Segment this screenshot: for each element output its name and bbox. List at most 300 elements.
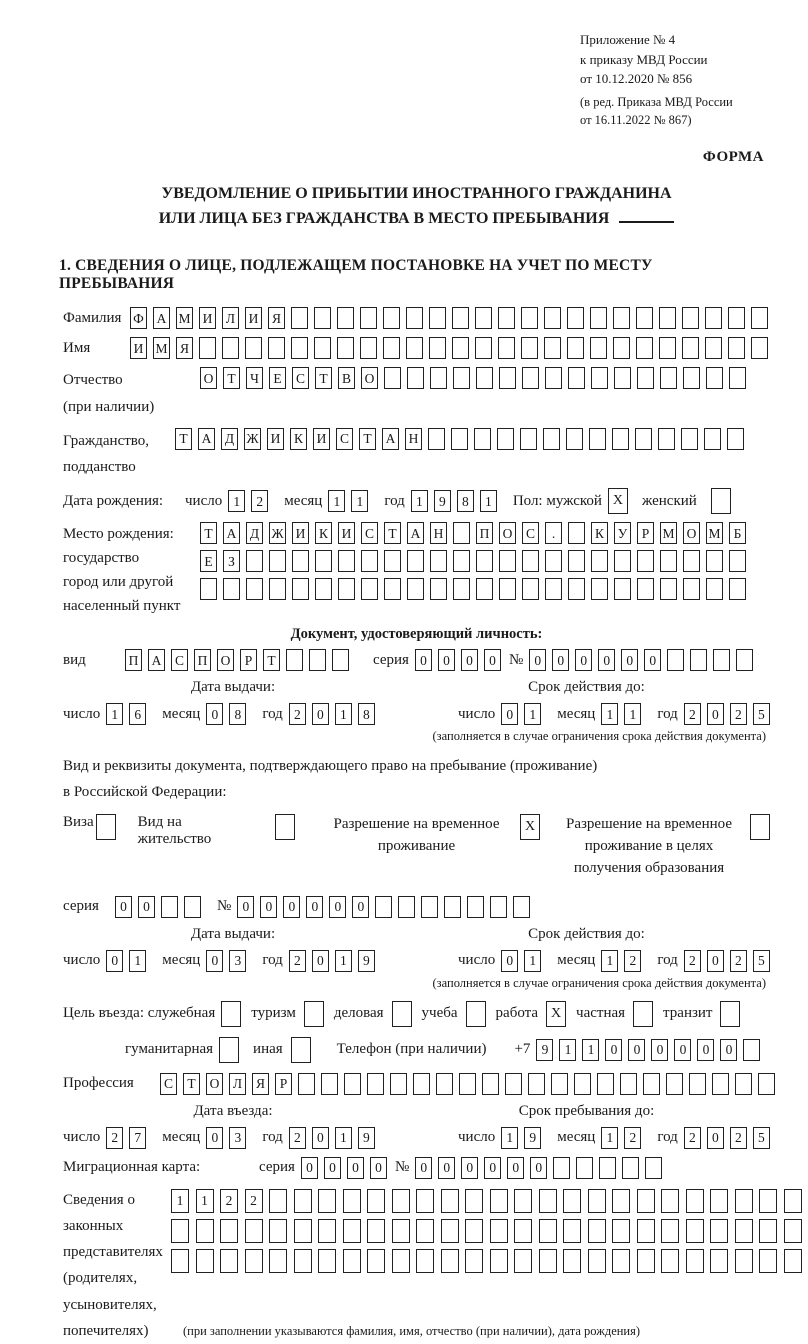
char-cell[interactable]: 0 — [621, 649, 638, 671]
char-cell[interactable] — [269, 1219, 287, 1243]
char-cell[interactable]: 2 — [289, 703, 306, 725]
char-cell[interactable]: 8 — [358, 703, 375, 725]
char-cell[interactable] — [315, 578, 332, 600]
char-cell[interactable]: 8 — [229, 703, 246, 725]
char-cell[interactable] — [563, 1249, 581, 1273]
char-cell[interactable]: О — [206, 1073, 223, 1095]
char-cell[interactable] — [563, 1219, 581, 1243]
char-cell[interactable]: 1 — [171, 1189, 189, 1213]
char-cell[interactable]: Д — [246, 522, 263, 544]
char-cell[interactable] — [545, 550, 562, 572]
char-cell[interactable] — [499, 578, 516, 600]
char-cell[interactable]: 0 — [697, 1039, 714, 1061]
char-cell[interactable] — [338, 578, 355, 600]
char-cell[interactable] — [476, 550, 493, 572]
char-cell[interactable]: И — [292, 522, 309, 544]
char-cell[interactable] — [416, 1219, 434, 1243]
char-cell[interactable]: Е — [200, 550, 217, 572]
char-cell[interactable]: В — [338, 367, 355, 389]
char-cell[interactable] — [428, 428, 445, 450]
char-cell[interactable] — [706, 550, 723, 572]
char-cell[interactable] — [360, 307, 377, 329]
char-cell[interactable] — [784, 1249, 802, 1273]
char-cell[interactable] — [321, 1073, 338, 1095]
char-cell[interactable] — [705, 307, 722, 329]
char-cell[interactable]: 0 — [644, 649, 661, 671]
char-cell[interactable] — [612, 1189, 630, 1213]
char-cell[interactable]: 1 — [129, 950, 146, 972]
char-cell[interactable] — [686, 1249, 704, 1273]
char-cell[interactable]: 0 — [115, 896, 132, 918]
char-cell[interactable]: 0 — [312, 950, 329, 972]
char-cell[interactable] — [727, 428, 744, 450]
temp-residence-edu-checkbox[interactable] — [750, 814, 770, 840]
char-cell[interactable] — [690, 649, 707, 671]
char-cell[interactable]: 5 — [753, 703, 770, 725]
char-cell[interactable]: М — [176, 307, 193, 329]
char-cell[interactable] — [729, 578, 746, 600]
char-cell[interactable] — [574, 1073, 591, 1095]
char-cell[interactable]: О — [200, 367, 217, 389]
char-cell[interactable] — [735, 1073, 752, 1095]
char-cell[interactable]: 0 — [484, 649, 501, 671]
char-cell[interactable] — [246, 550, 263, 572]
char-cell[interactable]: 1 — [524, 703, 541, 725]
char-cell[interactable] — [294, 1189, 312, 1213]
char-cell[interactable] — [784, 1219, 802, 1243]
char-cell[interactable]: 0 — [529, 649, 546, 671]
char-cell[interactable]: 0 — [707, 1127, 724, 1149]
char-cell[interactable] — [612, 1249, 630, 1273]
char-cell[interactable] — [406, 337, 423, 359]
char-cell[interactable] — [246, 578, 263, 600]
purpose-tourism-checkbox[interactable] — [304, 1001, 324, 1027]
char-cell[interactable]: Т — [315, 367, 332, 389]
char-cell[interactable] — [292, 550, 309, 572]
char-cell[interactable] — [637, 367, 654, 389]
char-cell[interactable] — [735, 1249, 753, 1273]
char-cell[interactable]: 1 — [351, 490, 368, 512]
char-cell[interactable]: О — [361, 367, 378, 389]
char-cell[interactable] — [521, 307, 538, 329]
char-cell[interactable] — [390, 1073, 407, 1095]
char-cell[interactable]: 2 — [684, 1127, 701, 1149]
char-cell[interactable]: 0 — [598, 649, 615, 671]
char-cell[interactable] — [682, 307, 699, 329]
char-cell[interactable] — [476, 367, 493, 389]
char-cell[interactable] — [367, 1249, 385, 1273]
char-cell[interactable]: 0 — [237, 896, 254, 918]
char-cell[interactable]: 1 — [196, 1189, 214, 1213]
char-cell[interactable] — [706, 578, 723, 600]
char-cell[interactable] — [465, 1189, 483, 1213]
char-cell[interactable] — [666, 1073, 683, 1095]
char-cell[interactable] — [452, 337, 469, 359]
char-cell[interactable] — [704, 428, 721, 450]
char-cell[interactable]: Б — [729, 522, 746, 544]
char-cell[interactable]: 2 — [106, 1127, 123, 1149]
char-cell[interactable] — [706, 367, 723, 389]
char-cell[interactable]: Т — [263, 649, 280, 671]
char-cell[interactable] — [566, 428, 583, 450]
char-cell[interactable]: 3 — [229, 950, 246, 972]
char-cell[interactable] — [318, 1189, 336, 1213]
char-cell[interactable]: 0 — [306, 896, 323, 918]
char-cell[interactable]: А — [148, 649, 165, 671]
char-cell[interactable]: Ж — [244, 428, 261, 450]
char-cell[interactable]: Ф — [130, 307, 147, 329]
char-cell[interactable] — [497, 428, 514, 450]
char-cell[interactable] — [728, 307, 745, 329]
char-cell[interactable]: 1 — [601, 950, 618, 972]
sex-male-checkbox[interactable]: X — [608, 488, 628, 514]
char-cell[interactable] — [645, 1157, 662, 1179]
char-cell[interactable] — [614, 550, 631, 572]
char-cell[interactable]: А — [153, 307, 170, 329]
char-cell[interactable]: 2 — [251, 490, 268, 512]
purpose-official-checkbox[interactable] — [221, 1001, 241, 1027]
char-cell[interactable] — [514, 1189, 532, 1213]
temp-residence-checkbox[interactable]: X — [520, 814, 540, 840]
char-cell[interactable] — [591, 578, 608, 600]
char-cell[interactable]: И — [130, 337, 147, 359]
char-cell[interactable]: 0 — [501, 703, 518, 725]
char-cell[interactable] — [384, 578, 401, 600]
char-cell[interactable]: 0 — [707, 703, 724, 725]
purpose-work-checkbox[interactable]: X — [546, 1001, 566, 1027]
char-cell[interactable]: 9 — [434, 490, 451, 512]
char-cell[interactable] — [713, 649, 730, 671]
char-cell[interactable]: 0 — [312, 703, 329, 725]
char-cell[interactable]: К — [591, 522, 608, 544]
char-cell[interactable]: 2 — [730, 950, 747, 972]
char-cell[interactable]: 1 — [335, 703, 352, 725]
char-cell[interactable]: 0 — [507, 1157, 524, 1179]
char-cell[interactable] — [245, 337, 262, 359]
char-cell[interactable] — [735, 1189, 753, 1213]
char-cell[interactable]: 0 — [324, 1157, 341, 1179]
residence-permit-checkbox[interactable] — [275, 814, 295, 840]
char-cell[interactable] — [171, 1249, 189, 1273]
char-cell[interactable]: 1 — [106, 703, 123, 725]
char-cell[interactable]: 9 — [536, 1039, 553, 1061]
visa-checkbox[interactable] — [96, 814, 116, 840]
char-cell[interactable]: 8 — [457, 490, 474, 512]
char-cell[interactable]: 0 — [312, 1127, 329, 1149]
char-cell[interactable]: У — [614, 522, 631, 544]
char-cell[interactable] — [597, 1073, 614, 1095]
char-cell[interactable] — [513, 896, 530, 918]
char-cell[interactable]: 0 — [720, 1039, 737, 1061]
char-cell[interactable]: 1 — [411, 490, 428, 512]
char-cell[interactable] — [383, 307, 400, 329]
char-cell[interactable]: 1 — [601, 703, 618, 725]
char-cell[interactable] — [620, 1073, 637, 1095]
char-cell[interactable] — [682, 337, 699, 359]
char-cell[interactable]: 0 — [484, 1157, 501, 1179]
char-cell[interactable]: 0 — [501, 950, 518, 972]
char-cell[interactable]: 2 — [289, 950, 306, 972]
char-cell[interactable]: 1 — [601, 1127, 618, 1149]
char-cell[interactable]: О — [499, 522, 516, 544]
char-cell[interactable] — [588, 1219, 606, 1243]
char-cell[interactable]: С — [160, 1073, 177, 1095]
char-cell[interactable]: Л — [229, 1073, 246, 1095]
char-cell[interactable] — [196, 1249, 214, 1273]
char-cell[interactable] — [568, 578, 585, 600]
char-cell[interactable]: Т — [175, 428, 192, 450]
char-cell[interactable] — [522, 550, 539, 572]
char-cell[interactable]: 1 — [228, 490, 245, 512]
char-cell[interactable]: 1 — [624, 703, 641, 725]
char-cell[interactable]: 1 — [501, 1127, 518, 1149]
char-cell[interactable] — [553, 1157, 570, 1179]
char-cell[interactable] — [453, 578, 470, 600]
char-cell[interactable] — [392, 1219, 410, 1243]
char-cell[interactable]: Т — [359, 428, 376, 450]
char-cell[interactable] — [590, 307, 607, 329]
char-cell[interactable]: Т — [183, 1073, 200, 1095]
char-cell[interactable] — [637, 550, 654, 572]
char-cell[interactable] — [567, 307, 584, 329]
char-cell[interactable] — [465, 1219, 483, 1243]
char-cell[interactable]: 0 — [651, 1039, 668, 1061]
char-cell[interactable] — [505, 1073, 522, 1095]
char-cell[interactable] — [539, 1249, 557, 1273]
char-cell[interactable] — [545, 367, 562, 389]
char-cell[interactable]: 6 — [129, 703, 146, 725]
char-cell[interactable] — [659, 337, 676, 359]
char-cell[interactable] — [563, 1189, 581, 1213]
sex-female-checkbox[interactable] — [711, 488, 731, 514]
char-cell[interactable]: 2 — [624, 1127, 641, 1149]
char-cell[interactable] — [588, 1189, 606, 1213]
char-cell[interactable] — [416, 1189, 434, 1213]
char-cell[interactable]: 0 — [301, 1157, 318, 1179]
char-cell[interactable] — [367, 1189, 385, 1213]
char-cell[interactable] — [452, 307, 469, 329]
char-cell[interactable] — [636, 307, 653, 329]
char-cell[interactable] — [784, 1189, 802, 1213]
char-cell[interactable] — [441, 1189, 459, 1213]
char-cell[interactable] — [567, 337, 584, 359]
char-cell[interactable] — [398, 896, 415, 918]
char-cell[interactable]: 0 — [206, 950, 223, 972]
char-cell[interactable] — [635, 428, 652, 450]
char-cell[interactable] — [467, 896, 484, 918]
char-cell[interactable] — [622, 1157, 639, 1179]
char-cell[interactable] — [375, 896, 392, 918]
char-cell[interactable] — [407, 550, 424, 572]
char-cell[interactable]: Т — [384, 522, 401, 544]
char-cell[interactable]: 1 — [335, 950, 352, 972]
char-cell[interactable]: Н — [405, 428, 422, 450]
char-cell[interactable] — [498, 307, 515, 329]
char-cell[interactable] — [514, 1219, 532, 1243]
char-cell[interactable] — [660, 578, 677, 600]
char-cell[interactable]: 2 — [624, 950, 641, 972]
char-cell[interactable]: И — [267, 428, 284, 450]
char-cell[interactable]: 0 — [461, 649, 478, 671]
char-cell[interactable] — [728, 337, 745, 359]
char-cell[interactable] — [223, 578, 240, 600]
char-cell[interactable]: 0 — [106, 950, 123, 972]
char-cell[interactable] — [475, 337, 492, 359]
char-cell[interactable]: 1 — [328, 490, 345, 512]
char-cell[interactable] — [474, 428, 491, 450]
char-cell[interactable]: П — [125, 649, 142, 671]
char-cell[interactable] — [222, 337, 239, 359]
char-cell[interactable] — [661, 1249, 679, 1273]
char-cell[interactable]: Я — [268, 307, 285, 329]
char-cell[interactable] — [318, 1249, 336, 1273]
char-cell[interactable]: О — [683, 522, 700, 544]
char-cell[interactable] — [637, 1189, 655, 1213]
char-cell[interactable] — [199, 337, 216, 359]
char-cell[interactable] — [436, 1073, 453, 1095]
char-cell[interactable] — [269, 1189, 287, 1213]
char-cell[interactable]: 0 — [530, 1157, 547, 1179]
char-cell[interactable] — [659, 307, 676, 329]
char-cell[interactable] — [736, 649, 753, 671]
char-cell[interactable]: 1 — [524, 950, 541, 972]
char-cell[interactable] — [712, 1073, 729, 1095]
char-cell[interactable]: 2 — [730, 1127, 747, 1149]
char-cell[interactable] — [314, 307, 331, 329]
char-cell[interactable] — [514, 1249, 532, 1273]
char-cell[interactable]: Д — [221, 428, 238, 450]
char-cell[interactable]: И — [245, 307, 262, 329]
char-cell[interactable] — [683, 578, 700, 600]
char-cell[interactable] — [315, 550, 332, 572]
char-cell[interactable] — [499, 550, 516, 572]
char-cell[interactable] — [683, 550, 700, 572]
char-cell[interactable] — [710, 1219, 728, 1243]
char-cell[interactable] — [710, 1189, 728, 1213]
char-cell[interactable]: 0 — [575, 649, 592, 671]
char-cell[interactable] — [286, 649, 303, 671]
char-cell[interactable]: . — [545, 522, 562, 544]
char-cell[interactable] — [392, 1189, 410, 1213]
char-cell[interactable]: 2 — [684, 703, 701, 725]
char-cell[interactable] — [332, 649, 349, 671]
char-cell[interactable] — [599, 1157, 616, 1179]
char-cell[interactable]: 1 — [480, 490, 497, 512]
char-cell[interactable]: 0 — [347, 1157, 364, 1179]
char-cell[interactable] — [614, 578, 631, 600]
char-cell[interactable] — [407, 367, 424, 389]
char-cell[interactable] — [475, 307, 492, 329]
char-cell[interactable]: Р — [637, 522, 654, 544]
char-cell[interactable]: Я — [176, 337, 193, 359]
char-cell[interactable]: 0 — [438, 1157, 455, 1179]
char-cell[interactable]: К — [315, 522, 332, 544]
purpose-humanitarian-checkbox[interactable] — [219, 1037, 239, 1063]
char-cell[interactable] — [545, 578, 562, 600]
char-cell[interactable] — [614, 367, 631, 389]
char-cell[interactable] — [444, 896, 461, 918]
char-cell[interactable] — [591, 550, 608, 572]
char-cell[interactable] — [430, 578, 447, 600]
char-cell[interactable]: Н — [430, 522, 447, 544]
char-cell[interactable] — [245, 1219, 263, 1243]
char-cell[interactable] — [661, 1189, 679, 1213]
char-cell[interactable]: Т — [223, 367, 240, 389]
char-cell[interactable] — [268, 337, 285, 359]
char-cell[interactable]: 0 — [283, 896, 300, 918]
char-cell[interactable] — [416, 1249, 434, 1273]
char-cell[interactable] — [392, 1249, 410, 1273]
char-cell[interactable] — [384, 367, 401, 389]
char-cell[interactable] — [743, 1039, 760, 1061]
char-cell[interactable] — [710, 1249, 728, 1273]
char-cell[interactable] — [751, 307, 768, 329]
char-cell[interactable] — [705, 337, 722, 359]
char-cell[interactable]: 0 — [674, 1039, 691, 1061]
char-cell[interactable] — [686, 1219, 704, 1243]
char-cell[interactable] — [658, 428, 675, 450]
char-cell[interactable] — [360, 337, 377, 359]
char-cell[interactable]: 3 — [229, 1127, 246, 1149]
char-cell[interactable] — [520, 428, 537, 450]
char-cell[interactable] — [689, 1073, 706, 1095]
char-cell[interactable] — [294, 1219, 312, 1243]
char-cell[interactable]: П — [476, 522, 493, 544]
char-cell[interactable]: П — [194, 649, 211, 671]
char-cell[interactable] — [200, 578, 217, 600]
char-cell[interactable] — [735, 1219, 753, 1243]
char-cell[interactable]: 0 — [370, 1157, 387, 1179]
char-cell[interactable]: 0 — [552, 649, 569, 671]
char-cell[interactable] — [430, 550, 447, 572]
char-cell[interactable] — [499, 367, 516, 389]
char-cell[interactable]: 0 — [461, 1157, 478, 1179]
char-cell[interactable]: Ч — [246, 367, 263, 389]
char-cell[interactable] — [686, 1189, 704, 1213]
char-cell[interactable]: 0 — [628, 1039, 645, 1061]
char-cell[interactable]: 0 — [206, 703, 223, 725]
char-cell[interactable] — [407, 578, 424, 600]
char-cell[interactable]: И — [199, 307, 216, 329]
char-cell[interactable] — [465, 1249, 483, 1273]
char-cell[interactable]: Ж — [269, 522, 286, 544]
purpose-private-checkbox[interactable] — [633, 1001, 653, 1027]
char-cell[interactable] — [667, 649, 684, 671]
char-cell[interactable] — [729, 367, 746, 389]
char-cell[interactable] — [490, 896, 507, 918]
char-cell[interactable]: К — [290, 428, 307, 450]
char-cell[interactable] — [660, 550, 677, 572]
char-cell[interactable]: А — [223, 522, 240, 544]
char-cell[interactable]: О — [217, 649, 234, 671]
char-cell[interactable] — [588, 1249, 606, 1273]
char-cell[interactable] — [498, 337, 515, 359]
char-cell[interactable]: 0 — [260, 896, 277, 918]
char-cell[interactable] — [543, 428, 560, 450]
char-cell[interactable]: Е — [269, 367, 286, 389]
char-cell[interactable]: С — [292, 367, 309, 389]
char-cell[interactable] — [344, 1073, 361, 1095]
char-cell[interactable]: Л — [222, 307, 239, 329]
char-cell[interactable] — [490, 1189, 508, 1213]
char-cell[interactable] — [482, 1073, 499, 1095]
char-cell[interactable]: 2 — [289, 1127, 306, 1149]
char-cell[interactable] — [384, 550, 401, 572]
char-cell[interactable] — [568, 522, 585, 544]
char-cell[interactable] — [314, 337, 331, 359]
char-cell[interactable] — [643, 1073, 660, 1095]
char-cell[interactable] — [539, 1219, 557, 1243]
